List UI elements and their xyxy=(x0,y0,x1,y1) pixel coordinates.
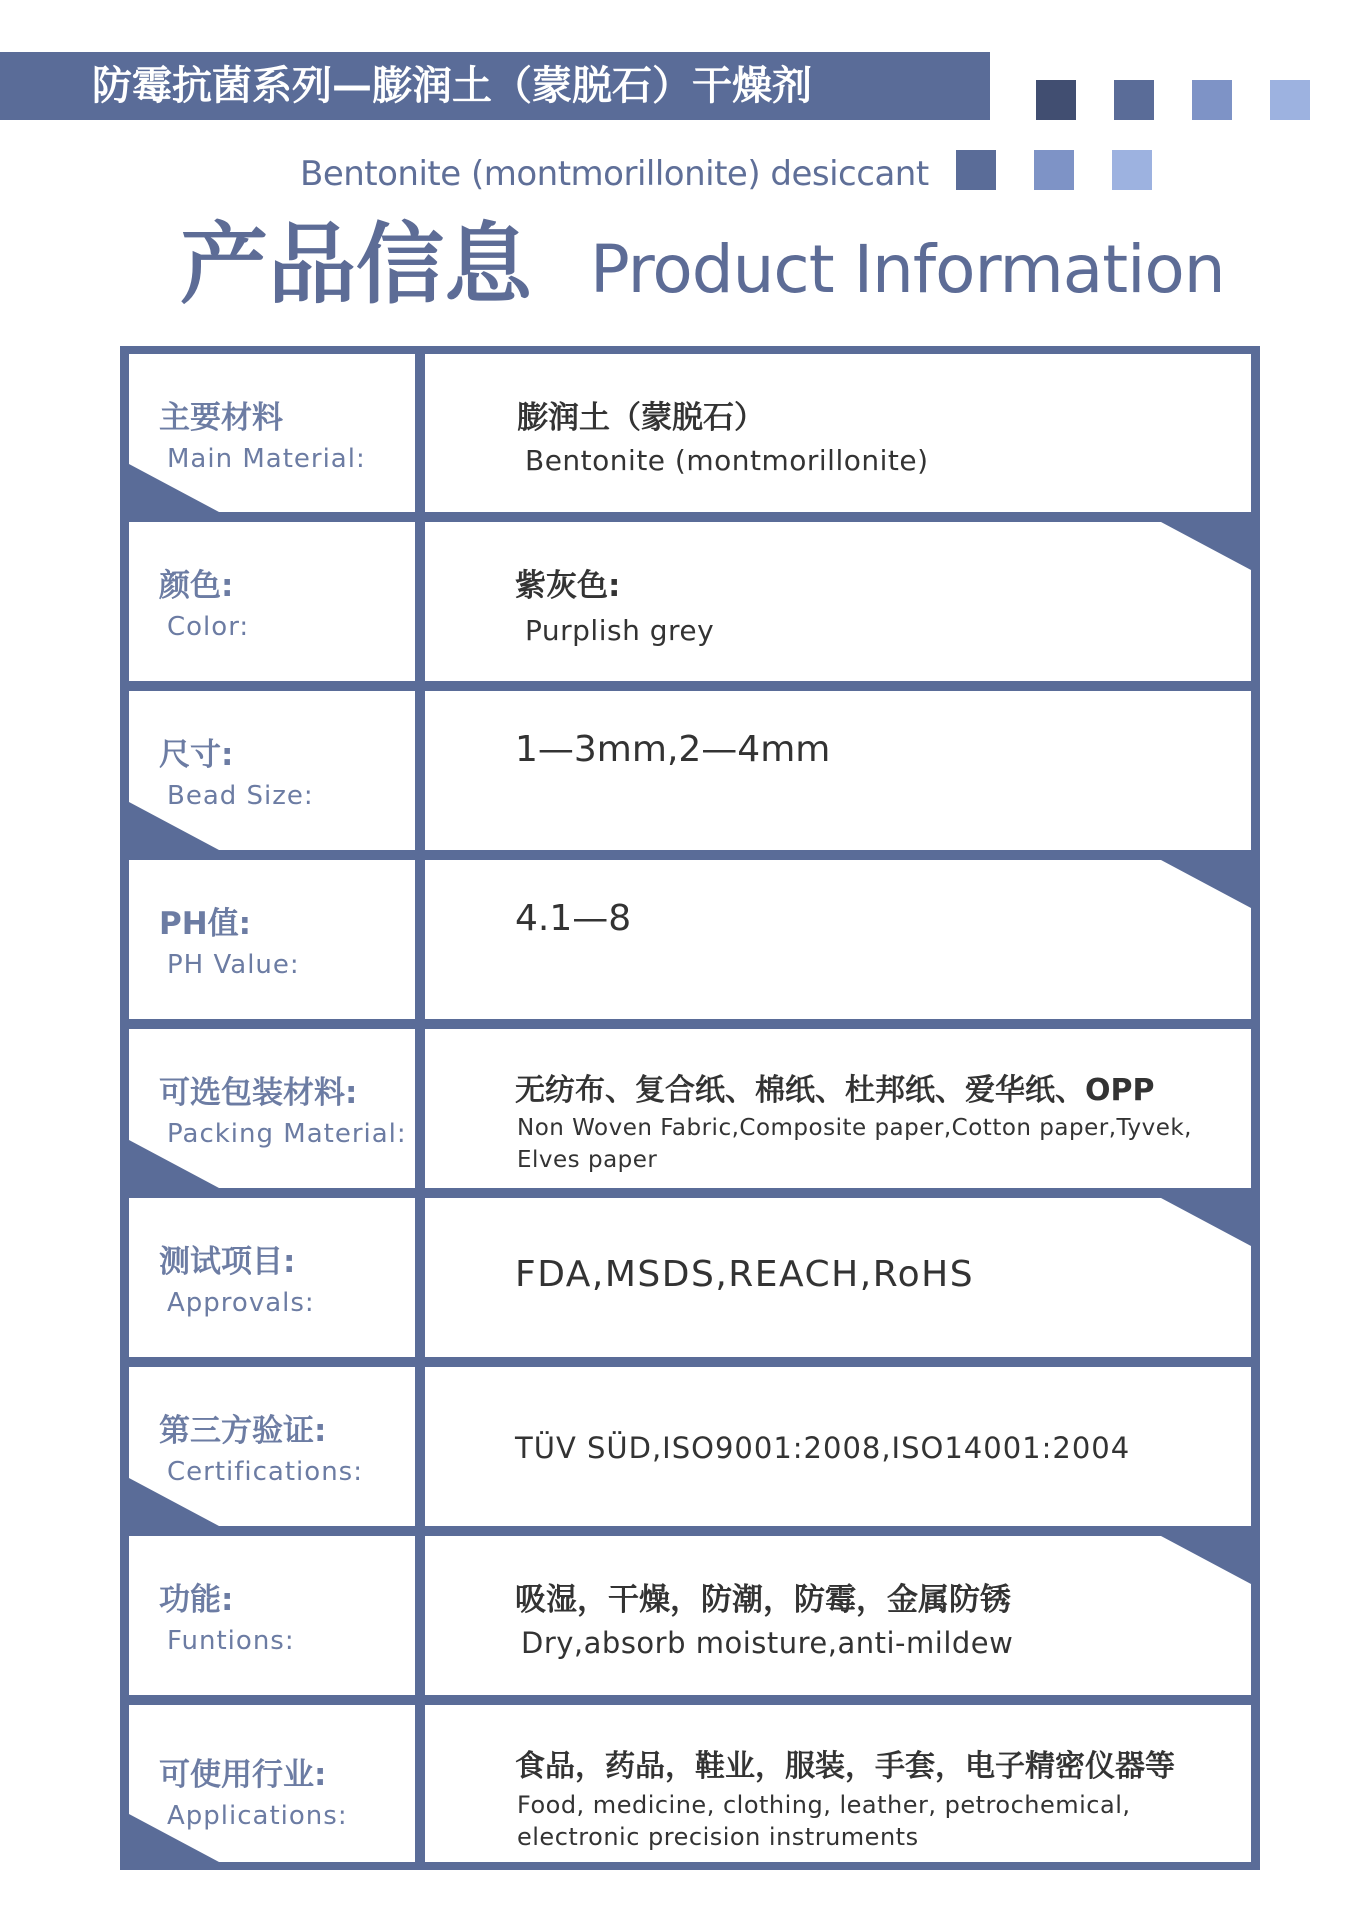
row-value-cell xyxy=(425,522,1251,681)
row-value-cell xyxy=(425,691,1251,850)
row-label-cell xyxy=(129,354,415,512)
table-row-approvals xyxy=(129,1198,1251,1357)
row-label-en: Color: xyxy=(167,612,250,642)
row-value: 4.1—8 xyxy=(515,898,632,939)
row-value-cell xyxy=(425,1705,1251,1862)
row-label-en: Certifications: xyxy=(167,1457,363,1487)
table-row-main-material xyxy=(129,354,1251,512)
row-label-en: Packing Material: xyxy=(167,1119,407,1149)
row-value-en: Bentonite (montmorillonite) xyxy=(525,444,929,477)
table-row-bead-size xyxy=(129,691,1251,850)
corner-triangle xyxy=(1161,1536,1251,1584)
row-label-cn: 主要材料 xyxy=(159,400,283,436)
row-label-cn: 功能: xyxy=(159,1582,234,1618)
decor-square xyxy=(1270,80,1310,120)
row-label-en: Applications: xyxy=(167,1801,348,1831)
row-value: 1—3mm,2—4mm xyxy=(515,729,831,770)
row-value-en-line1: Non Woven Fabric,Composite paper,Cotton paper,Tyvek, xyxy=(517,1115,1192,1141)
row-label-cn: PH值: xyxy=(159,906,252,942)
decor-square xyxy=(1034,150,1074,190)
row-value-cn: 食品，药品，鞋业，服装，手套，电子精密仪器等 xyxy=(515,1749,1175,1784)
row-value-cn: 紫灰色: xyxy=(515,568,621,604)
row-label-cn: 第三方验证: xyxy=(159,1413,327,1449)
corner-triangle xyxy=(129,464,219,512)
row-label-en: Funtions: xyxy=(167,1626,295,1656)
row-value-cell xyxy=(425,354,1251,512)
section-heading-cn: 产品信息 xyxy=(180,213,533,316)
row-label-en: Main Material: xyxy=(167,444,366,474)
corner-triangle xyxy=(129,1140,219,1188)
row-label-cell xyxy=(129,691,415,850)
corner-triangle xyxy=(129,1478,219,1526)
row-value-en: Dry,absorb moisture,anti-mildew xyxy=(521,1626,1014,1660)
row-label-cell xyxy=(129,1705,415,1862)
corner-triangle xyxy=(1161,860,1251,908)
table-row-color xyxy=(129,522,1251,681)
table-row-packing-material xyxy=(129,1029,1251,1188)
product-info-table xyxy=(120,346,1260,1870)
row-value-en-line1: Food, medicine, clothing, leather, petrochemical, xyxy=(517,1791,1131,1819)
row-value-en: Purplish grey xyxy=(525,614,715,647)
row-value-cn: 吸湿，干燥，防潮，防霉，金属防锈 xyxy=(515,1582,1011,1618)
table-row-applications xyxy=(129,1705,1251,1862)
row-value-cell xyxy=(425,1198,1251,1357)
row-value-cell xyxy=(425,1029,1251,1188)
row-label-cn: 测试项目: xyxy=(159,1244,296,1280)
row-label-cn: 颜色: xyxy=(159,568,234,604)
row-label-en: Approvals: xyxy=(167,1288,315,1318)
row-value-cell xyxy=(425,1367,1251,1526)
row-label-cell xyxy=(129,1536,415,1695)
row-label-en: Bead Size: xyxy=(167,781,314,811)
row-value-cell xyxy=(425,860,1251,1019)
decor-square xyxy=(956,150,996,190)
decor-square xyxy=(1192,80,1232,120)
row-value: FDA,MSDS,REACH,RoHS xyxy=(515,1254,975,1295)
row-value-en-line2: Elves paper xyxy=(517,1147,658,1173)
row-label-en: PH Value: xyxy=(167,950,300,980)
table-row-ph-value xyxy=(129,860,1251,1019)
row-label-cn: 可选包装材料: xyxy=(159,1075,358,1111)
row-value-cn: 膨润土（蒙脱石） xyxy=(517,400,765,436)
row-value-cn: 无纺布、复合纸、棉纸、杜邦纸、爱华纸、OPP xyxy=(515,1073,1155,1108)
page-subtitle-en: Bentonite (montmorillonite) desiccant xyxy=(300,154,929,194)
row-value: TÜV SÜD,ISO9001:2008,ISO14001:2004 xyxy=(515,1431,1131,1465)
row-label-cn: 可使用行业: xyxy=(159,1757,327,1793)
decor-square xyxy=(1112,150,1152,190)
table-row-functions xyxy=(129,1536,1251,1695)
row-label-cell xyxy=(129,522,415,681)
corner-triangle xyxy=(1161,522,1251,570)
row-label-cell xyxy=(129,1367,415,1526)
row-label-cell xyxy=(129,860,415,1019)
decor-square xyxy=(1036,80,1076,120)
row-label-cn: 尺寸: xyxy=(159,737,234,773)
corner-triangle xyxy=(129,802,219,850)
page-title-cn: 防霉抗菌系列—膨润土（蒙脱石）干燥剂 xyxy=(92,63,812,109)
row-label-cell xyxy=(129,1198,415,1357)
row-value-en-line2: electronic precision instruments xyxy=(517,1823,919,1851)
decor-square xyxy=(1114,80,1154,120)
section-heading-en: Product Information xyxy=(590,231,1225,308)
corner-triangle xyxy=(129,1814,219,1862)
row-value-cell xyxy=(425,1536,1251,1695)
corner-triangle xyxy=(1161,1198,1251,1246)
row-label-cell xyxy=(129,1029,415,1188)
table-row-certifications xyxy=(129,1367,1251,1526)
